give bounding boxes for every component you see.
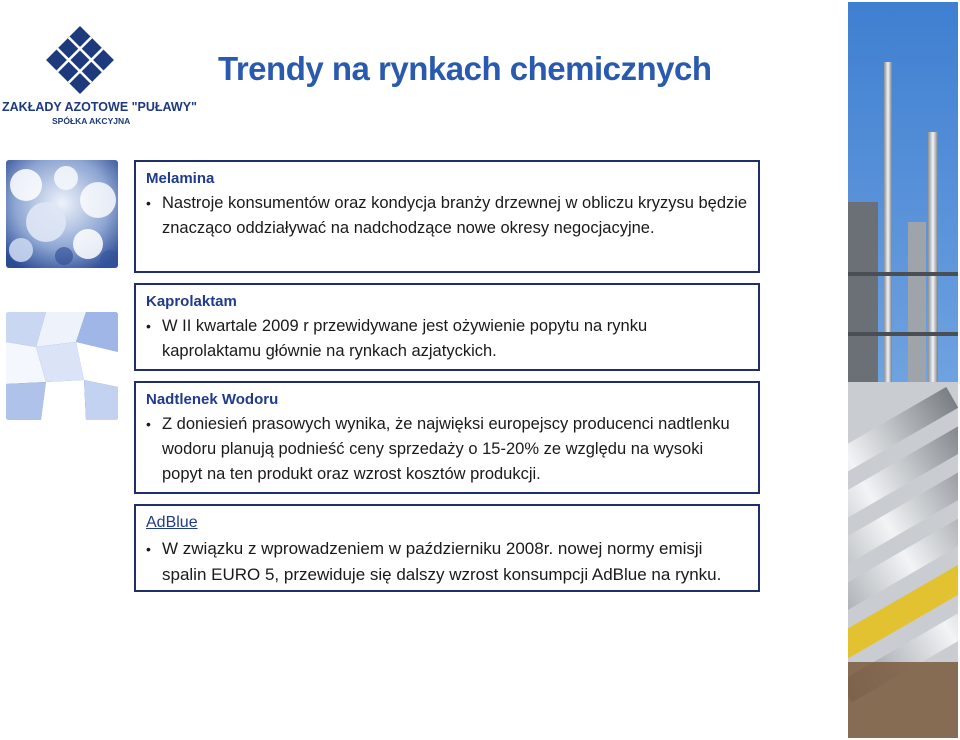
section-bullet-item xyxy=(146,536,748,588)
melamine-crystals-image xyxy=(6,160,118,268)
company-logo xyxy=(0,8,200,128)
bullet-icon: • xyxy=(146,541,151,557)
section-kaprolaktam xyxy=(134,283,760,371)
section-text: W II kwartale 2009 r przewidywane jest ożywienie popytu na rynku kaprolaktamu głównie na rynkach azjatyckich. xyxy=(162,317,648,360)
chemical-plant-photo xyxy=(848,2,958,738)
section-text: Nastroje konsumentów oraz kondycja branży drzewnej w obliczu kryzysu będzie znacząco oddziaływać na nadchodzące nowe okresy negocjacyjne. xyxy=(162,194,748,237)
section-heading: AdBlue xyxy=(146,514,198,531)
section-text: W związku z wprowadzeniem w październiku 2008r. nowej normy emisji spalin EURO 5, przewiduje się dalszy wzrost konsumpcji AdBlue na rynku. xyxy=(162,539,722,584)
section-bullet-item xyxy=(146,412,748,487)
section-bullet-item xyxy=(146,314,748,364)
section-heading: Kaprolaktam xyxy=(146,293,237,310)
section-heading: Nadtlenek Wodoru xyxy=(146,391,279,408)
page-title: Trendy na rynkach chemicznych xyxy=(218,50,712,87)
bullet-icon: • xyxy=(146,318,151,334)
section-nadtlenek-wodoru xyxy=(134,381,760,494)
bullet-icon: • xyxy=(146,195,151,211)
section-adblue xyxy=(134,504,760,592)
section-melamina xyxy=(134,160,760,273)
bullet-icon: • xyxy=(146,416,151,432)
section-text: Z doniesień prasowych wynika, że najwięksi europejscy producenci nadtlenku wodoru planują podnieść ceny sprzedaży o 15-20% ze względu na wysoki popyt na ten produkt oraz wzrost kosztów produkcji. xyxy=(162,415,730,483)
section-bullet-item xyxy=(146,191,748,241)
section-heading: Melamina xyxy=(146,170,215,187)
logo-company-subtitle: SPÓŁKA AKCYJNA xyxy=(52,116,131,126)
caprolactam-crystals-image xyxy=(6,312,118,420)
logo-company-name: ZAKŁADY AZOTOWE "PUŁAWY" xyxy=(2,100,197,114)
diamond-grid-icon xyxy=(44,24,116,96)
